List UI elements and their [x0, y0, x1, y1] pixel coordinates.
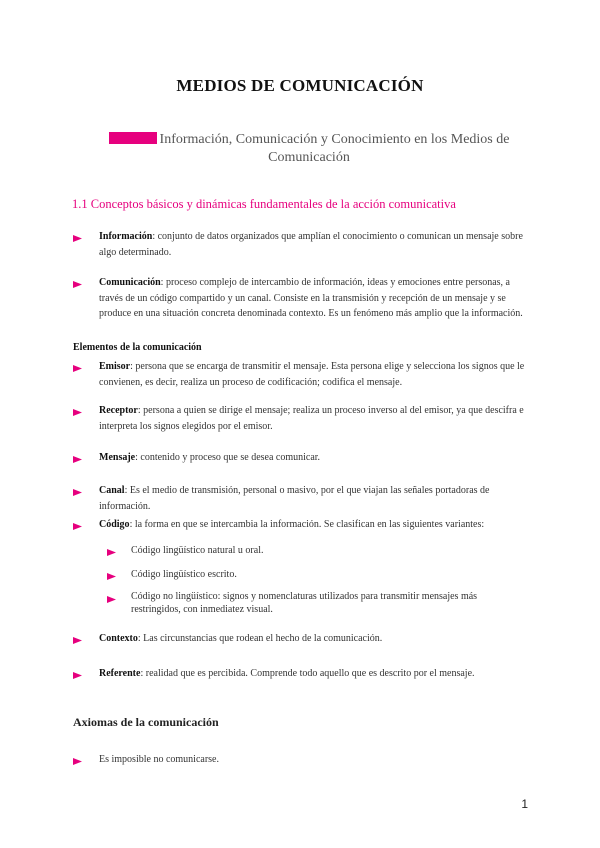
elements-heading: Elementos de la comunicación	[73, 342, 202, 353]
document-title: MEDIOS DE COMUNICACIÓN	[176, 76, 424, 95]
triangle-right-icon	[107, 572, 116, 581]
term: Receptor	[99, 405, 138, 416]
triangle-right-icon	[73, 408, 82, 417]
code-variant-no-linguistico: Código no lingüístico: signos y nomenclaturas utilizados para transmitir mensajes más restringidos, con inmediatez visual.	[131, 591, 478, 615]
term: Código	[99, 519, 130, 530]
triangle-right-icon	[73, 636, 82, 645]
term: Mensaje	[99, 452, 136, 463]
axioms-heading: Axiomas de la comunicación	[73, 715, 219, 729]
triangle-right-icon	[73, 280, 82, 289]
element-text: : realidad que es percibida. Comprende todo aquello que es descrito por el mensaje.	[140, 668, 475, 679]
triangle-right-icon	[73, 671, 82, 680]
definition-comunicacion	[99, 275, 531, 322]
element-canal	[99, 483, 529, 514]
element-emisor	[99, 359, 529, 390]
element-text: : Es el medio de transmisión, personal o masivo, por el que viajan las señales portadoras de información.	[99, 485, 490, 512]
element-text: : contenido y proceso que se desea comunicar.	[135, 452, 321, 463]
element-text: : Las circunstancias que rodean el hecho de la comunicación.	[137, 633, 383, 644]
unit-highlight-marker	[109, 132, 157, 144]
axiom-item: Es imposible no comunicarse.	[99, 754, 219, 765]
element-referente	[99, 666, 539, 682]
element-text: : la forma en que se intercambia la información. Se clasifican en las siguientes variantes:	[129, 519, 485, 530]
triangle-right-icon	[73, 757, 82, 766]
element-receptor	[99, 403, 531, 434]
triangle-right-icon	[73, 234, 82, 243]
triangle-right-icon	[107, 548, 116, 557]
code-variant-escrito: Código lingüístico escrito.	[131, 569, 237, 580]
section-heading: 1.1 Conceptos básicos y dinámicas fundamentales de la acción comunicativa	[72, 197, 456, 211]
term: Emisor	[99, 361, 131, 372]
triangle-right-icon	[73, 488, 82, 497]
triangle-right-icon	[107, 595, 116, 604]
element-codigo	[99, 517, 539, 533]
triangle-right-icon	[73, 522, 82, 531]
page-number: 1	[521, 797, 528, 811]
code-variant-oral: Código lingüístico natural u oral.	[131, 545, 264, 556]
triangle-right-icon	[73, 455, 82, 464]
unit-heading	[84, 131, 534, 167]
term: Contexto	[99, 633, 138, 644]
element-text: : persona a quien se dirige el mensaje; realiza un proceso inverso al del emisor, ya que descifra e interpreta los signos elegidos por el emisor.	[99, 405, 524, 432]
term: Información	[99, 231, 153, 242]
definition-text: : conjunto de datos organizados que amplían el conocimiento o comunican un mensaje sobre algo determinado.	[99, 231, 523, 258]
term: Comunicación	[99, 277, 161, 288]
unit-heading-text: Información, Comunicación y Conocimiento en los Medios de Comunicación	[159, 132, 510, 165]
triangle-right-icon	[73, 364, 82, 373]
element-mensaje	[99, 450, 529, 466]
definition-informacion	[99, 229, 529, 260]
element-contexto	[99, 631, 529, 647]
element-text: : persona que se encarga de transmitir el mensaje. Esta persona elige y selecciona los signos que le convienen, es decir, realiza un proceso de codificación; codifica el mensaje.	[99, 361, 525, 388]
term: Canal	[99, 485, 125, 496]
definition-text: : proceso complejo de intercambio de información, ideas y emociones entre personas, a través de un código compartido y un canal. Consiste en la transmisión y recepción de un mensaje y se produce en una situación concreta denominada contexto. Es un fenómeno más amplio que la información.	[99, 277, 523, 319]
term: Referente	[99, 668, 141, 679]
